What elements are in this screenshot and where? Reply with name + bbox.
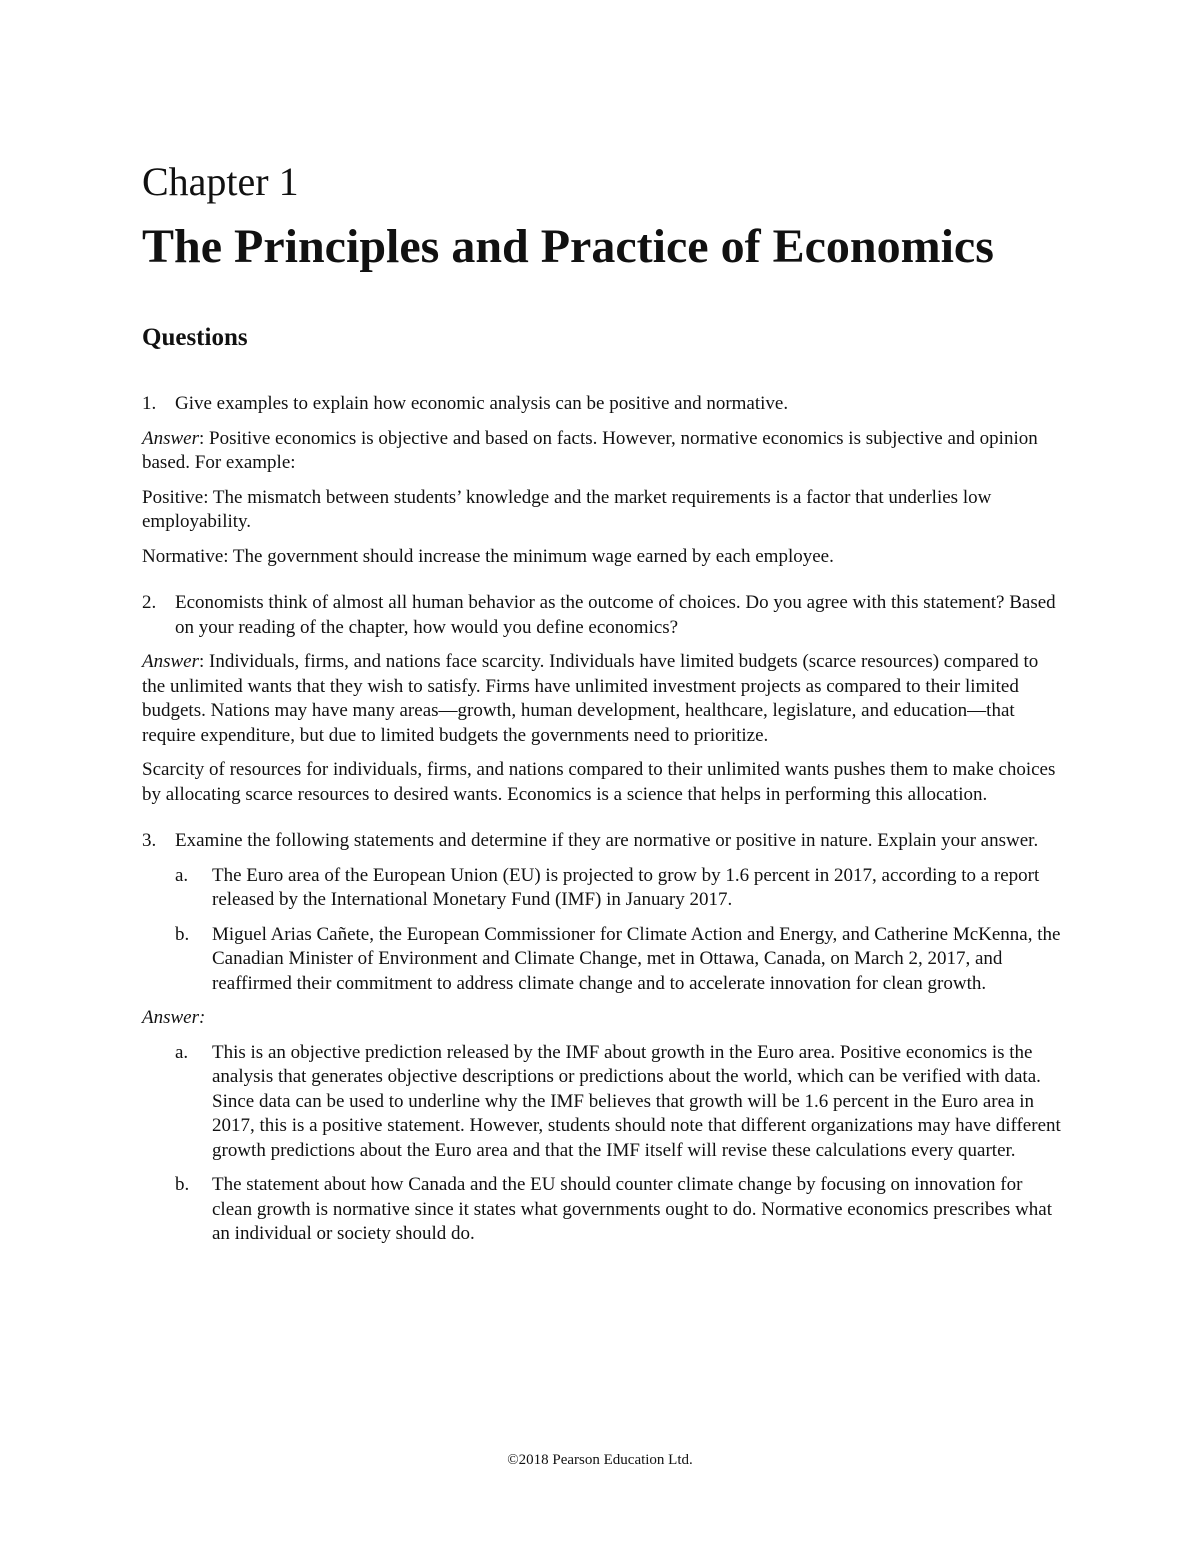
- answer-label: Answer: [142, 427, 199, 449]
- item-text: The Euro area of the European Union (EU) is projected to grow by 1.6 percent in 2017, according to a report released by the International Monetary Fund (IMF) in January 2017.: [212, 864, 1040, 910]
- questions-content: [142, 392, 1062, 1257]
- answer-paragraph: Normative: The government should increase the minimum wage earned by each employee.: [142, 545, 834, 567]
- section-heading: Questions: [142, 324, 248, 351]
- item-letter: a.: [175, 1041, 189, 1063]
- statement-list: [142, 864, 1062, 997]
- answer-text: : Individuals, firms, and nations face scarcity. Individuals have limited budgets (scarce resources) compared to the unlimited wants that they wish to satisfy. Firms have unlimited investment projects as compared to their limited budgets. Nations may have many areas—growth, human development, healthcare, legislature, and education—that require expenditure, but due to limited budgets the governments need to prioritize.: [142, 651, 1039, 746]
- answer-paragraph: [142, 427, 1062, 476]
- question-text: Give examples to explain how economic analysis can be positive and normative.: [175, 393, 789, 414]
- question-2: [142, 591, 1062, 640]
- question-1: [142, 392, 1062, 417]
- item-text: This is an objective prediction released by the IMF about growth in the Euro area. Positive economics is the analysis that generates objective descriptions or predictions about the world, which can be verified with data. Since data can be used to underline why the IMF believes that growth will be 1.6 percent in the Euro area in 2017, this is a positive statement. However, students should note that different organizations may have different growth predictions about the Euro area and that the IMF itself will revise these calculations every quarter.: [212, 1041, 1061, 1161]
- answer-item: [142, 1173, 1062, 1247]
- question-text: Economists think of almost all human behavior as the outcome of choices. Do you agree with this statement? Based on your reading of the chapter, how would you define economics?: [175, 592, 1056, 638]
- answer-list: [142, 1041, 1062, 1247]
- question-text: Examine the following statements and determine if they are normative or positive in nature. Explain your answer.: [175, 830, 1039, 851]
- copyright-footer: ©2018 Pearson Education Ltd.: [507, 1452, 693, 1468]
- statement-item: [142, 923, 1062, 997]
- chapter-title: The Principles and Practice of Economics: [142, 220, 994, 273]
- question-number: 2.: [142, 592, 157, 613]
- answer-label: Answer:: [142, 1007, 206, 1028]
- item-text: Miguel Arias Cañete, the European Commissioner for Climate Action and Energy, and Catherine McKenna, the Canadian Minister of Environment and Climate Change, met in Ottawa, Canada, on March 2, 2017, and reaffirmed their commitment to address climate change and to accelerate innovation for clean growth.: [212, 923, 1061, 994]
- answer-paragraph: [142, 650, 1062, 748]
- answer-paragraph: [142, 1006, 1062, 1031]
- answer-paragraph: Scarcity of resources for individuals, firms, and nations compared to their unlimited wants pushes them to make choices by allocating scarce resources to desired wants. Economics is a science that helps in performing this allocation.: [142, 759, 1056, 805]
- chapter-label: Chapter 1: [142, 159, 299, 204]
- statement-item: [142, 864, 1062, 913]
- answer-item: [142, 1041, 1062, 1164]
- answer-label: Answer: [142, 651, 199, 672]
- item-letter: a.: [175, 864, 189, 886]
- question-number: 1.: [142, 393, 157, 414]
- item-letter: b.: [175, 1174, 190, 1195]
- item-letter: b.: [175, 923, 190, 945]
- item-text: The statement about how Canada and the EU should counter climate change by focusing on innovation for clean growth is normative since it states what governments ought to do. Normative economics prescribes what an individual or society should do.: [212, 1174, 1053, 1244]
- question-number: 3.: [142, 830, 157, 851]
- question-3: [142, 829, 1062, 854]
- answer-paragraph: Positive: The mismatch between students’ knowledge and the market requirements is a factor that underlies low employability.: [142, 486, 992, 532]
- answer-text: : Positive economics is objective and based on facts. However, normative economics is subjective and opinion based. For example:: [142, 427, 1038, 473]
